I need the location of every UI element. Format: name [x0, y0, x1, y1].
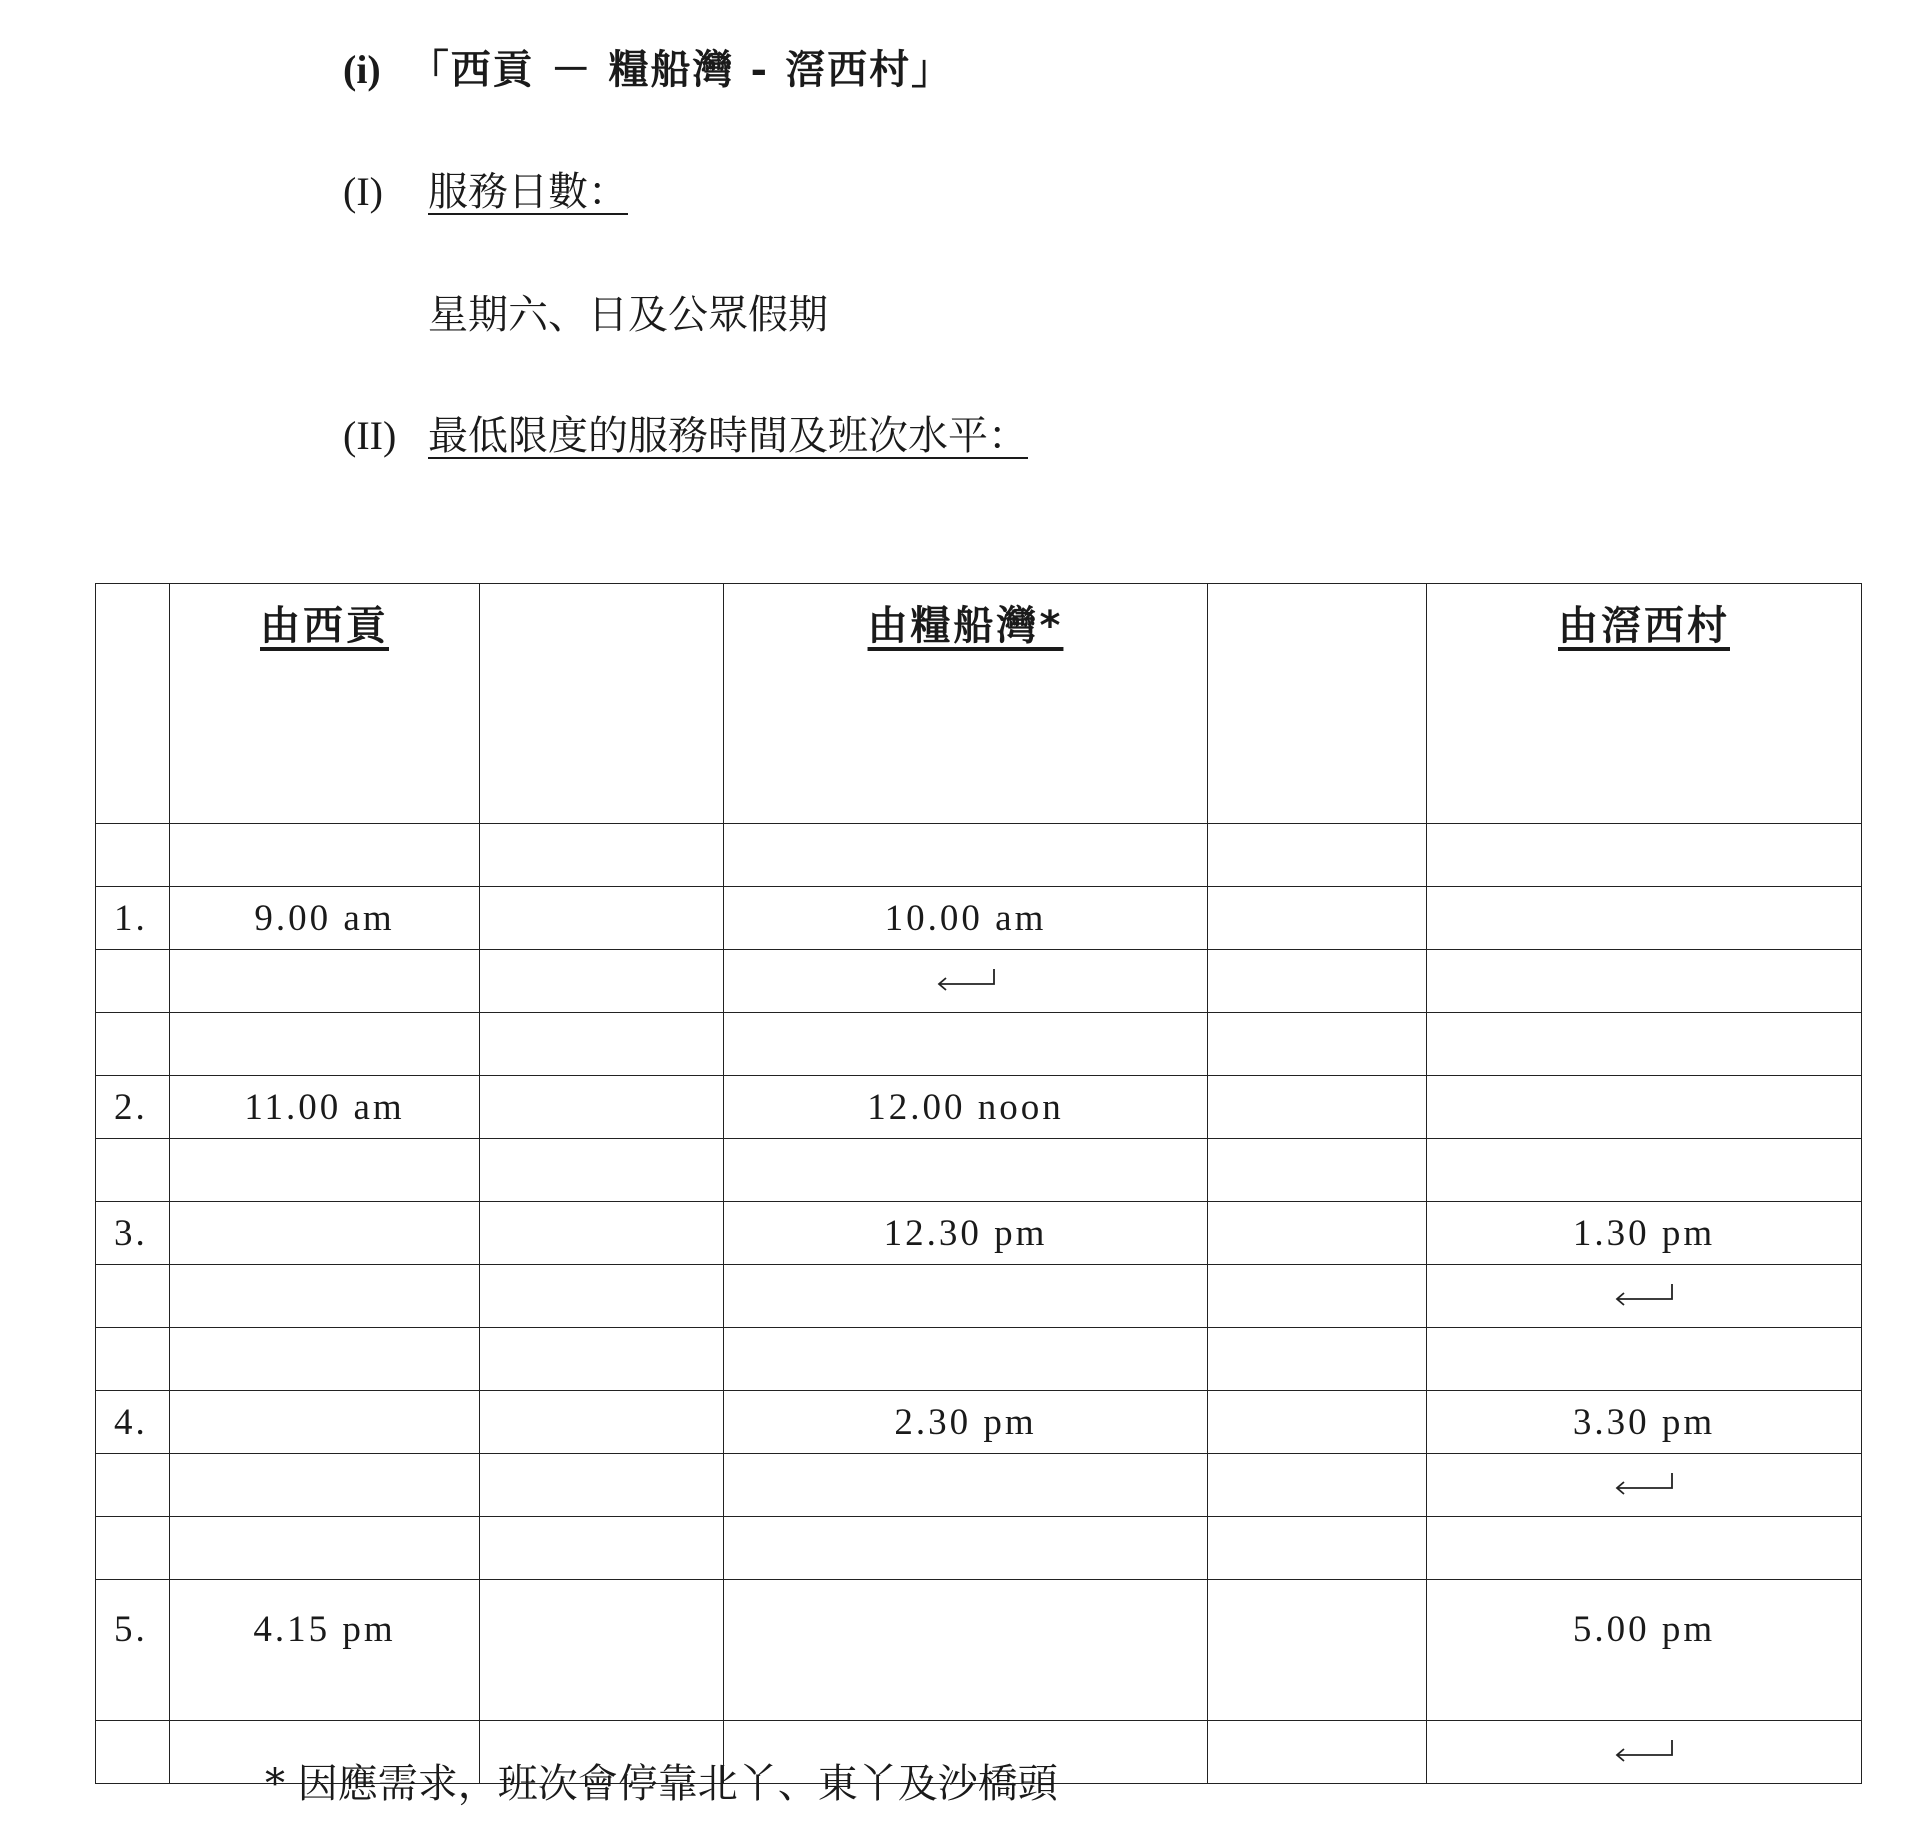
return-arrow-icon	[1614, 1471, 1674, 1497]
table-row	[96, 1139, 1862, 1202]
footnote: * 因應需求，班次會停靠北丫、東丫及沙橋頭	[265, 1761, 1058, 1807]
table-row	[96, 1076, 1862, 1139]
cell-blank-2	[1208, 1202, 1427, 1265]
table-row	[96, 1391, 1862, 1454]
table-row	[96, 1013, 1862, 1076]
table-row	[96, 1580, 1862, 1721]
table-row	[96, 950, 1862, 1013]
cell-kau-sai-chau	[1427, 887, 1862, 950]
cell-blank-2	[1208, 824, 1427, 887]
cell-kau-sai-chau	[1427, 1328, 1862, 1391]
cell-blank-1	[480, 1076, 724, 1139]
cell-po-toi-o	[724, 1265, 1208, 1328]
row-number: 3.	[96, 1202, 170, 1265]
table-row	[96, 1517, 1862, 1580]
table-row	[96, 887, 1862, 950]
section-heading	[343, 38, 953, 95]
cell-po-toi-o: 2.30 pm	[724, 1391, 1208, 1454]
cell-sai-kung	[170, 1139, 480, 1202]
cell-blank-2	[1208, 887, 1427, 950]
cell-blank-2	[1208, 1580, 1427, 1721]
cell-blank-1	[480, 887, 724, 950]
cell-po-toi-o	[724, 1139, 1208, 1202]
header-cell-blank-2	[1208, 584, 1427, 824]
row-number	[96, 1265, 170, 1328]
return-arrow-icon	[1614, 1738, 1674, 1764]
cell-kau-sai-chau	[1427, 1517, 1862, 1580]
cell-blank-1	[480, 1013, 724, 1076]
row-number: 2.	[96, 1076, 170, 1139]
cell-blank-1	[480, 1391, 724, 1454]
cell-po-toi-o	[724, 1580, 1208, 1721]
cell-po-toi-o	[724, 1454, 1208, 1517]
cell-kau-sai-chau	[1427, 1721, 1862, 1784]
cell-kau-sai-chau	[1427, 1265, 1862, 1328]
row-number	[96, 1721, 170, 1784]
cell-sai-kung: 11.00 am	[170, 1076, 480, 1139]
header-cell-from-po-toi-o	[724, 584, 1208, 824]
row-number	[96, 950, 170, 1013]
service-days-number: (I)	[343, 169, 383, 214]
section-title: 「西貢 － 糧船灣 - 滘西村」	[408, 46, 954, 93]
cell-sai-kung	[170, 1517, 480, 1580]
table-row	[96, 1328, 1862, 1391]
cell-kau-sai-chau	[1427, 1013, 1862, 1076]
cell-kau-sai-chau	[1427, 824, 1862, 887]
header-from-po-toi-o: 由糧船灣*	[867, 603, 1064, 649]
cell-blank-2	[1208, 1265, 1427, 1328]
cell-blank-1	[480, 1265, 724, 1328]
cell-kau-sai-chau: 3.30 pm	[1427, 1391, 1862, 1454]
row-number: 5.	[96, 1580, 170, 1721]
cell-sai-kung	[170, 1013, 480, 1076]
table-row	[96, 1454, 1862, 1517]
cell-sai-kung	[170, 1265, 480, 1328]
cell-po-toi-o: 12.30 pm	[724, 1202, 1208, 1265]
cell-blank-2	[1208, 1721, 1427, 1784]
cell-kau-sai-chau	[1427, 1076, 1862, 1139]
table-row	[96, 824, 1862, 887]
cell-blank-1	[480, 1517, 724, 1580]
cell-sai-kung	[170, 1328, 480, 1391]
row-number	[96, 1013, 170, 1076]
table-header-row	[96, 584, 1862, 824]
service-days-value: 星期六、日及公眾假期	[428, 292, 828, 338]
service-days-heading	[343, 160, 628, 217]
cell-blank-1	[480, 1139, 724, 1202]
table-row	[96, 1202, 1862, 1265]
cell-po-toi-o	[724, 1328, 1208, 1391]
row-number: 4.	[96, 1391, 170, 1454]
service-hours-label: 最低限度的服務時間及班次水平：	[428, 413, 1028, 459]
cell-blank-2	[1208, 1391, 1427, 1454]
cell-blank-2	[1208, 1454, 1427, 1517]
cell-sai-kung	[170, 950, 480, 1013]
cell-po-toi-o	[724, 950, 1208, 1013]
row-number: 1.	[96, 887, 170, 950]
section-number: (i)	[343, 47, 381, 92]
header-from-kau-sai-chau: 由滘西村	[1558, 603, 1730, 649]
cell-po-toi-o	[724, 824, 1208, 887]
row-number	[96, 1139, 170, 1202]
cell-blank-2	[1208, 1328, 1427, 1391]
return-arrow-icon	[936, 967, 996, 993]
service-hours-number: (II)	[343, 413, 397, 458]
cell-kau-sai-chau	[1427, 950, 1862, 1013]
header-cell-from-sai-kung	[170, 584, 480, 824]
cell-blank-2	[1208, 950, 1427, 1013]
service-days-label: 服務日數：	[428, 169, 628, 215]
cell-kau-sai-chau	[1427, 1139, 1862, 1202]
cell-po-toi-o: 10.00 am	[724, 887, 1208, 950]
row-number	[96, 1517, 170, 1580]
cell-sai-kung: 9.00 am	[170, 887, 480, 950]
cell-kau-sai-chau: 5.00 pm	[1427, 1580, 1862, 1721]
cell-blank-1	[480, 1580, 724, 1721]
cell-sai-kung	[170, 1202, 480, 1265]
cell-blank-2	[1208, 1076, 1427, 1139]
cell-blank-1	[480, 1454, 724, 1517]
service-hours-heading	[343, 404, 1028, 461]
cell-blank-2	[1208, 1139, 1427, 1202]
row-number	[96, 824, 170, 887]
cell-po-toi-o	[724, 1517, 1208, 1580]
cell-blank-1	[480, 1202, 724, 1265]
cell-sai-kung	[170, 1391, 480, 1454]
cell-kau-sai-chau	[1427, 1454, 1862, 1517]
header-cell-no	[96, 584, 170, 824]
return-arrow-icon	[1614, 1282, 1674, 1308]
cell-sai-kung	[170, 1454, 480, 1517]
row-number	[96, 1328, 170, 1391]
cell-blank-1	[480, 950, 724, 1013]
header-cell-from-kau-sai-chau	[1427, 584, 1862, 824]
header-from-sai-kung: 由西貢	[260, 603, 389, 649]
row-number	[96, 1454, 170, 1517]
cell-blank-1	[480, 1328, 724, 1391]
header-cell-blank-1	[480, 584, 724, 824]
schedule-table	[95, 583, 1862, 1784]
cell-blank-2	[1208, 1517, 1427, 1580]
table-row	[96, 1265, 1862, 1328]
cell-sai-kung	[170, 824, 480, 887]
cell-po-toi-o	[724, 1013, 1208, 1076]
cell-sai-kung: 4.15 pm	[170, 1580, 480, 1721]
cell-kau-sai-chau: 1.30 pm	[1427, 1202, 1862, 1265]
cell-blank-1	[480, 824, 724, 887]
cell-blank-2	[1208, 1013, 1427, 1076]
cell-po-toi-o: 12.00 noon	[724, 1076, 1208, 1139]
